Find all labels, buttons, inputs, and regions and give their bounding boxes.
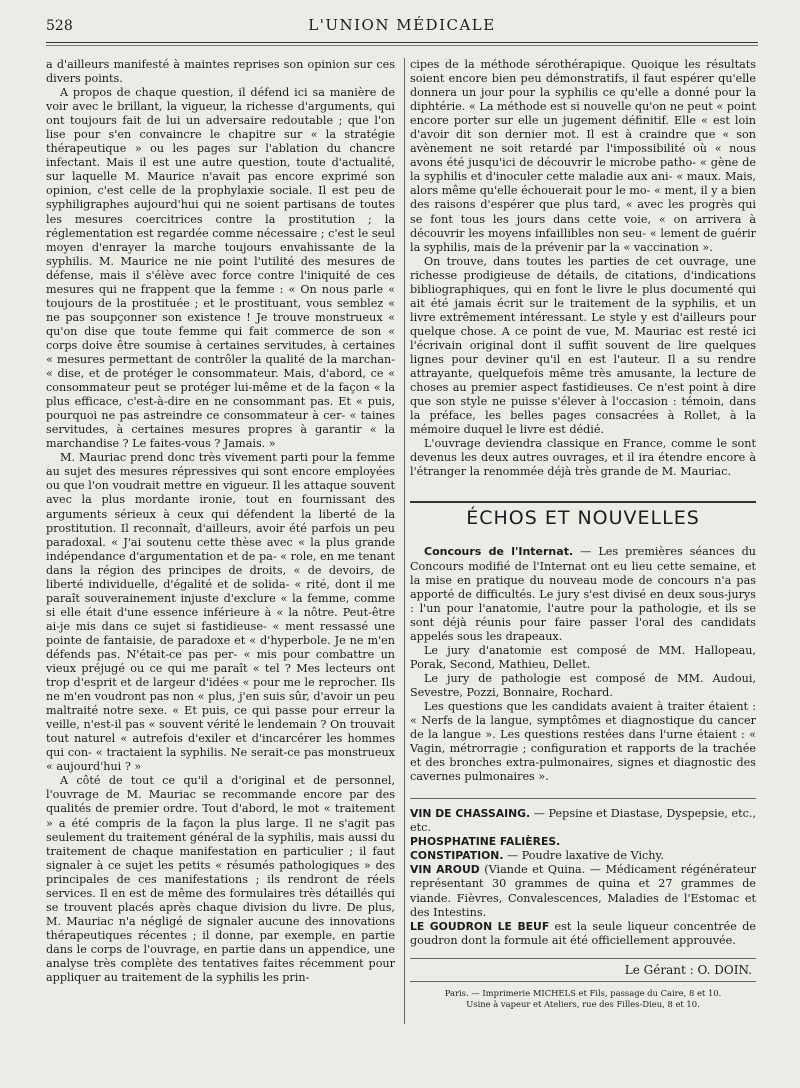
printer-line: Paris. — Imprimerie MICHELS et Fils, passage du Caire, 8 et 10. <box>444 987 722 998</box>
journal-title: L'UNION MÉDICALE <box>308 16 496 34</box>
news-paragraph <box>410 545 756 643</box>
header-rule-secondary <box>46 45 758 46</box>
ad-item <box>410 849 756 863</box>
left-column <box>46 58 395 985</box>
news-lead-title: Concours de l'Internat. <box>424 545 574 559</box>
ad-title: CONSTIPATION. <box>410 849 504 863</box>
page-header <box>46 14 758 36</box>
paragraph: A côté de tout ce qu'il a d'original et de personnel, l'ouvrage de M. Mauriac se recommande encore par des qualités de premier ordre. Tout d'abord, le mot « traitement » a été compris de la façon la plus large. Il ne s'agit pas seulement du traitement général de la syphilis, mais aussi du traitement de chaque manifestation en particulier ; il faut signaler à ce sujet les petits « résumés pathologiques » des principales de ces manifestations ; ils rendront de réels services. Il en est de même des formulaires très détaillés qui se trouvent placés après chaque division du livre. De plus, M. Mauriac n'a négligé de signaler aucune des innovations thérapeutiques récentes ; il donne, par exemple, en partie dans le corps de l'ouvrage, en partie dans un appendice, une analyse très complète des tentatives faites récemment pour appliquer au traitement de la syphilis les prin- <box>46 774 395 985</box>
ad-item <box>410 807 756 835</box>
page-number: 528 <box>46 18 73 34</box>
right-column <box>410 58 756 1010</box>
news-lead-text: — Les premières séances du Concours modifié de l'Internat ont eu lieu cette semaine, et la mise en pratique du nouveau mode de concours n'a pas apporté de difficultés. Le jury s'est divisé en deux sous-jurys : l'un pour l'anatomie, l'autre pour la pathologie, et ils se sont déjà réunis pour faire passer l'oral des candidats appelés sous les drapeaux. <box>410 545 756 643</box>
paragraph: Le jury d'anatomie est composé de MM. Hallopeau, Porak, Second, Mathieu, Dellet. <box>410 643 756 671</box>
paragraph: A propos de chaque question, il défend ici sa manière de voir avec le brillant, la vigueur, la richesse d'arguments, qui ont toujours fait de lui un adversaire redoutable ; que l'on lise pour s'en convaincre le chapitre sur « la stratégie thérapeutique » ou les pages sur l'ablation du chancre infectant. Mais il est une autre question, toute d'actualité, sur laquelle M. Maurice n'avait pas encore exprimé son opinion, c'est celle de la prophylaxie sociale. Il est peu de syphiligraphes aujourd'hui qui ne soient partisans de toutes les mesures coercitrices contre la prostitution ; la réglementation est regardée comme nécessaire ; c'est le seul moyen d'enrayer la marche toujours envahissante de la syphilis. M. Maurice ne nie point l'utilité des mesures de défense, mais il s'élève avec force contre l'iniquité de ces mesures qui ne frappent que la femme : « On nous parle « toujours de la prostituée ; et le prostituant, vous semblez « ne pas soupçonner son existence ! Je trouve monstrueux « qu'on dise que toute femme qui fait commerce de son « corps doive être soumise à certaines servitudes, à certaines « mesures permettant de contrôler la qualité de la marchan- « dise, et de protéger le consommateur. Mais, d'abord, ce « consommateur peut se protéger lui-même et de la façon « la plus efficace, c'est-à-dire en ne consommant pas. Et « puis, pourquoi ne pas astreindre ce consommateur à cer- « taines servitudes, à certaines mesures propres à garantir « la marchandise ? Le faites-vous ? Jamais. » <box>46 86 395 451</box>
advertisements <box>410 798 756 947</box>
ad-text: — Pepsine et Diastase, Dyspepsie, etc., etc. <box>410 807 756 835</box>
column-divider <box>404 58 405 1024</box>
ad-title: VIN AROUD <box>410 863 480 877</box>
ad-title: LE GOUDRON LE BEUF <box>410 919 550 933</box>
paragraph: Les questions que les candidats avaient à traiter étaient : « Nerfs de la langue, symptômes et diagnostique du cancer de la langue ». Les questions restées dans l'urne étaient : « Vagin, métrorragie ; configuration et rapports de la trachée et des bronches extra-pulmonaires, signes et diagnostic des cavernes pulmonaires ». <box>410 699 756 784</box>
paragraph: Le jury de pathologie est composé de MM. Audoui, Sevestre, Pozzi, Bonnaire, Rochard. <box>410 671 756 699</box>
printer-info <box>410 988 756 1010</box>
gerant-signature: Le Gérant : O. DOIN. <box>410 958 756 982</box>
header-rule <box>46 42 758 43</box>
paragraph: cipes de la méthode sérothérapique. Quoique les résultats soient encore bien peu démonstratifs, il faut espérer qu'elle donnera un jour pour la syphilis ce qu'elle a donné pour la diphtérie. « La méthode est si nouvelle qu'on ne peut « point encore porter sur elle un jugement définitif. Elle « est loin d'avoir dit son dernier mot. Il est à craindre que « son avènement ne soit retardé par l'impossibilité où « nous avons été jusqu'ici de découvrir le microbe patho- « gène de la syphilis et d'inoculer cette maladie aux ani- « maux. Mais, alors même qu'elle échouerait pour le mo- « ment, il y a bien des raisons d'espérer que plus tard, « avec les progrès qui se font tous les jours dans cette voie, « on arrivera à découvrir les moyens infaillibles non seu- « lement de guérir la syphilis, mais de la prévenir par la « vaccination ». <box>410 58 756 254</box>
ad-text: (Viande et Quina. — Médicament régénérateur représentant 30 grammes de quina et 27 grammes de viande. Fièvres, Convalescences, Maladies de l'Estomac et des Intestins. <box>410 863 756 919</box>
paragraph: L'ouvrage deviendra classique en France, comme le sont devenus les deux autres ouvrages, et il ira étendre encore à l'étranger la renommée déjà très grande de M. Mauriac. <box>410 437 756 479</box>
paragraph: On trouve, dans toutes les parties de cet ouvrage, une richesse prodigieuse de détails, de citations, d'indications bibliographiques, qui en font le livre le plus documenté qui ait été jamais écrit sur le traitement de la syphilis, et un livre extrêmement intéressant. Le style y est d'ailleurs pour quelque chose. A ce point de vue, M. Mauriac est resté ici l'écrivain original dont il suffit souvent de lire quelques lignes pour deviner qu'il en est l'auteur. Il a su rendre attrayante, quelquefois même très amusante, la lecture de choses au premier aspect fastidieuses. Ce n'est point à dire que son style ne puisse s'élever à l'occasion : témoin, dans la préface, les belles pages consacrées à Rollet, à la mémoire duquel le livre est dédié. <box>410 254 756 437</box>
printer-line: Usine à vapeur et Ateliers, rue des Filles-Dieu, 8 et 10. <box>466 998 700 1009</box>
ad-title: PHOSPHATINE FALIÈRES. <box>410 835 561 849</box>
ad-text: — Poudre laxative de Vichy. <box>503 849 664 863</box>
ad-item <box>410 863 756 919</box>
section-title: ÉCHOS ET NOUVELLES <box>410 501 756 525</box>
ad-title: VIN DE CHASSAING. <box>410 807 531 821</box>
ad-item <box>410 920 756 948</box>
ad-text: est la seule liqueur concentrée de goudron dont la formule ait été officiellement approuvée. <box>410 919 756 947</box>
paragraph: M. Mauriac prend donc très vivement parti pour la femme au sujet des mesures répressives qui sont encore employées ou que l'on voudrait mettre en vigueur. Il les attaque souvent avec la plus mordante ironie, tout en fournissant des arguments sérieux à ceux qui défendent la liberté de la prostitution. Il reconnaît, d'ailleurs, avoir été parfois un peu paradoxal. « J'ai soutenu cette thèse avec « la plus grande indépendance d'argumentation et de pa- « role, en me tenant dans la région des principes de droits, « de devoirs, de liberté individuelle, d'égalité et de solida- « rité, dont il me paraît souverainement injuste d'exclure « la femme, comme si elle était d'une essence inférieure à « la nôtre. Peut-être ai-je mis dans ce sujet si fastidieuse- « ment ressassé une pointe de fantaisie, de paradoxe et « d'hyperbole. Je ne m'en défends pas. N'était-ce pas per- « mis pour combattre un vieux préjugé ou ce qui me paraît « tel ? Mes lecteurs ont trop d'esprit et de largeur d'idées « pour me le reprocher. Ils ne m'en voudront pas non « plus, j'en suis sûr, d'avoir un peu maltraité notre sexe. « Et puis, ce qui passe pour erreur la veille, n'est-il pas « souvent vérité le lendemain ? On trouvait tout naturel « autrefois d'exiler et d'incarcérer les hommes qui con- « tractaient la syphilis. Ne serait-ce pas monstrueux « aujourd'hui ? » <box>46 451 395 774</box>
paragraph: a d'ailleurs manifesté à maintes reprises son opinion sur ces divers points. <box>46 58 395 86</box>
ad-item <box>410 835 756 849</box>
